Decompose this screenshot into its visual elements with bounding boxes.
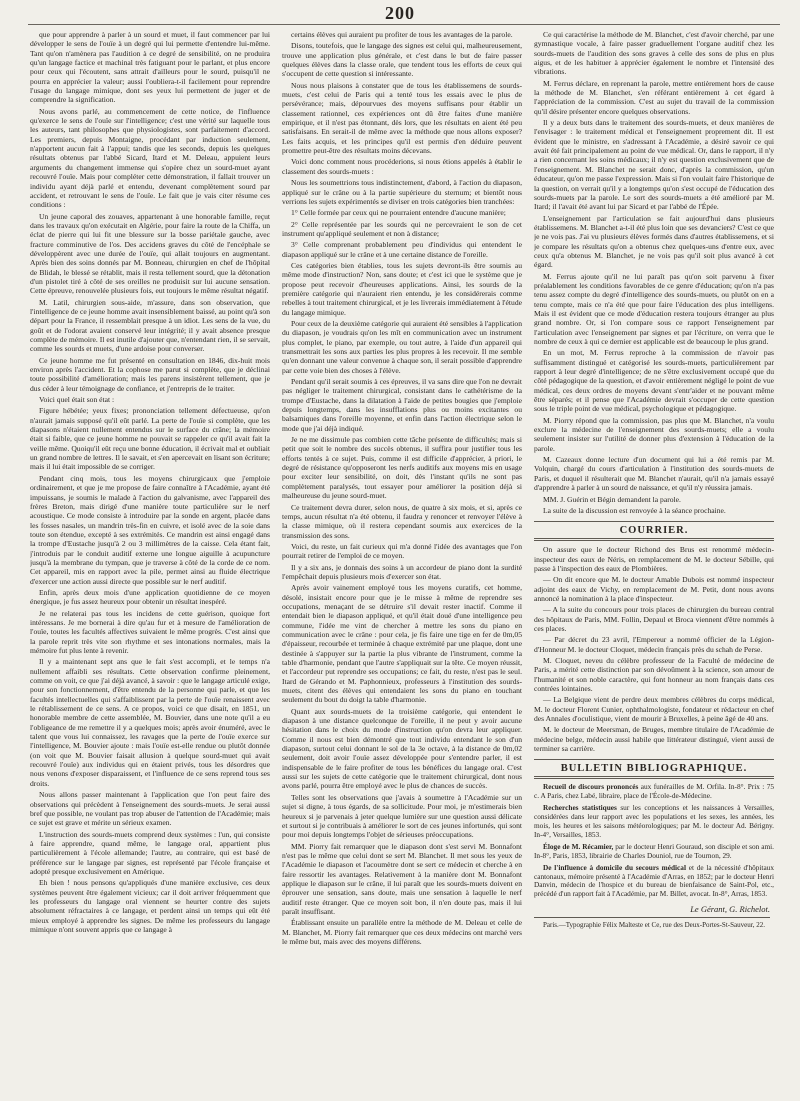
article-paragraph: Ces catégories bien établies, tous les sujets devront-ils être soumis au même mode d'instruction? Non, sans doute; et c'est ici que le système que je propose peut recevoir d'heureuses applications. Ainsi, les sourds de la première catégorie qui n'auraient rien entendu, je les considérerais comme rebelles à tout traitement chirurgical, et je les livrerais immédiatement à l'étude du langage mimique. xyxy=(282,260,522,317)
news-item: — Par décret du 23 avril, l'Empereur a nommé officier de la Légion-d'Honneur M. le docteur Cloquet, médecin français près du schah de Perse. xyxy=(534,635,774,654)
article-paragraph: Un jeune caporal des zouaves, appartenant à une honorable famille, reçut dans les travaux qu'on exécutait en Algérie, pour faire la route de la Chiffa, un éclat de pierre qui lui fit une blessure sur la bosse pariétale gauche, avec fracture comminutive de l'os. Des accidens graves du côté de l'encéphale se développèrent avec une durée de l'ouïe, qui allait toujours en augmentant. Après bien des soins donnés par M. Bonneau, chirurgien en chef de l'hôpital de Blidah, le blessé se rétablit, mais il resta tellement sourd, que la détonation d'un pistolet tiré à côté de ses oreilles ne produisit sur lui aucune sensation. Cette épreuve, renouvelée plusieurs fois, eut toujours le même résultat négatif. xyxy=(30,211,270,296)
article-paragraph: Ce qui caractérise la méthode de M. Blanchet, c'est d'avoir cherché, par une gymnastique vocale, à faire passer graduellement l'organe auditif chez les sourds-muets de l'audition des sons graves à celle des sons de plus en plus aigus, et de les habituer à apprécier également le nombre et l'intensité des vibrations. xyxy=(534,30,774,77)
bibliography-title: Recherches statistiques xyxy=(543,803,617,813)
article-columns xyxy=(30,30,782,1070)
article-paragraph: Établissant ensuite un parallèle entre la méthode de M. Deleau et celle de M. Blanchet, M. Piorry fait remarquer que ces deux médecins ont marché vers le même but, mais avec des moyens différens. xyxy=(282,918,522,946)
article-paragraph: Pendant cinq mois, tous les moyens chirurgicaux que j'emploie ordinairement, et que je me propose de faire connaître à l'Académie, ayant été impuissans, je soumis le malade à l'action du galvanisme, avec l'appareil des frères Breton, mais dirigé d'une manière toute particulière sur le nerf acoustique. Ce mode consiste à introduire par la sonde en argent, placée dans les fosses nasales, un mandrin très-fin en cuivre, et isolé avec de la soie dans toute son étendue, excepté à ses extrémités. Ce mandrin est ainsi engagé dans la trompe d'Eustache jusqu'à 2 ou 3 millimètres de la caisse. Cela étant fait, j'introduis par le conduit auditif externe une longue aiguille à acupuncture jusqu'à la membrane du tympan, que je traverse à côté de la corde de ce nom. Cet appareil, mis en rapport avec la pile, permet ainsi au fluide électrique d'exercer une action aussi directe que possible sur le nerf auditif. xyxy=(30,473,270,586)
news-item: — La Belgique vient de perdre deux membres célèbres du corps médical, M. le docteur Florent Cunier, ophthalmologiste, fondateur et rédacteur en chef des Annales d'oculistique, vient de mourir à Bruxelles, à peine âgé de 40 ans. xyxy=(534,695,774,724)
bibliography-details: et de la nécessité d'hôpitaux cantonaux, mémoire présenté à l'Académie d'Arras, en 1852; par le docteur Henri Danvin, médecin de l'hospice et du bureau de bienfaisance de Saint-Pol, etc., précédé d'un rapport fait à l'Académie, par M. Billet, avocat. In-8°, Arras, 1853. xyxy=(534,862,774,899)
article-paragraph: Quant aux sourds-muets de la troisième catégorie, qui entendent le diapason à une distance quelconque de l'oreille, il ne peut y avoir aucune hésitation dans le choix du mode d'instruction qu'on devra leur appliquer. Comme il nous est bien démontré que tout individu entendant le son d'un diapason, surtout celui donnant le sol de la 3e octave, à la distance de 0m,02 seulement, doit avoir l'ouïe assez développée pour s'entendre parler, il est indispensable de le faire profiter de tous les bénéfices du langage oral. C'est aussi sur les sujets de cette catégorie que le traitement chirurgical, dont nous avons parlé, pourra être employé avec le plus de chances de succès. xyxy=(282,706,522,791)
article-paragraph: Disons, toutefois, que le langage des signes est celui qui, malheureusement, trouve une application plus générale, et c'est dans le but de faire passer quelques élèves dans la classe orale, que tendent tous les efforts de ceux qui s'occupent de cette question si intéressante. xyxy=(282,41,522,79)
page-number: 200 xyxy=(385,3,415,23)
bibliography-entry xyxy=(534,843,774,861)
bibliography-section xyxy=(534,783,774,899)
bibliography-entry xyxy=(534,783,774,801)
article-paragraph: M. Ferrus ajoute qu'il ne lui paraît pas qu'on soit parvenu à fixer préalablement les conditions favorables de ce genre d'éducation; qu'on n'a pas tenu assez compte du degré d'intelligence des sourds-muets, ou plutôt on en a tenu compte, mais ce n'a été que pour faire l'éducation des plus intelligens. Mais il est évident que ce mode d'éducation restera toujours étranger au plus grand nombre. Or, si l'on compare sous ce rapport l'enseignement par l'articulation avec l'enseignement par signes et par l'écriture, on verra que le nombre de ceux à qui ce dernier est applicable est de beaucoup le plus grand. xyxy=(534,271,774,346)
article-paragraph: En un mot, M. Ferrus reproche à la commission de n'avoir pas suffisamment distingué et catégorisé les sourds-muets, particulièrement par rapport à leur degré d'intelligence; de ne s'être exclusivement occupé que du côté pédagogique de la question, et d'avoir entièrement négligé le point de vue médical, ces deux ordres de moyens devant s'entr'aider et ne pouvant même être séparés; et il pense que l'Académie devrait s'occuper de cette question sous le triple point de vue médical, psychologique et pédagogique. xyxy=(534,348,774,414)
gerant-signature: Le Gérant, G. Richelot. xyxy=(534,904,770,918)
column-middle xyxy=(282,30,522,1070)
article-paragraph: Nous les soumettrions tous indistinctement, d'abord, à l'action du diapason, appliqué sur le crâne ou à la partie supérieure du sternum; et bientôt nous verrions les sujets expérimentés se diviser en trois catégories bien tranchées: xyxy=(282,178,522,206)
bibliography-title: De l'influence à domicile du secours médical xyxy=(543,862,686,872)
article-paragraph: M. Cazeaux donne lecture d'un document qui lui a été remis par M. Volquin, chargé du cours d'articulation à l'institution des sourds-muets de Paris, et duquel il résulterait que M. Blanchet n'aurait, qu'il n'a jamais essayé d'apprendre à parler à un sourd de naissance, et qu'il n'y réussira jamais. xyxy=(534,455,774,493)
article-paragraph: Voici donc comment nous procéderions, si nous étions appelés à établir le classement des sourds-muets : xyxy=(282,157,522,176)
article-paragraph: Je ne me dissimule pas combien cette tâche présente de difficultés; mais si petit que soit le nombre des succès obtenus, il suffira pour justifier tous les efforts tentés à ce sujet. Puis, comme il est difficile d'apprécier, à priori, le degré de résistance qu'opposeront les nerfs auditifs aux moyens mis en usage pour exciter leur sensibilité, on doit, dès l'instant qu'ils ne sont pas complètement paralysés, tout essayer pour améliorer la position déjà si malheureuse du jeune sourd-muet. xyxy=(282,435,522,501)
article-paragraph: L'enseignement par l'articulation se fait aujourd'hui dans plusieurs établissemens. M. Blanchet a-t-il été plus loin que ses devanciers? C'est ce que je ne vois pas. J'ai vu plusieurs élèves formés dans d'autres établissemens, et si je compare les résultats qu'on a obtenus chez quelques-uns d'entre eux, avec ceux qu'a obtenus M. Blanchet, je ne vois pas qu'il soit plus avancé à cet égard. xyxy=(534,213,774,270)
bulletin-heading: BULLETIN BIBLIOGRAPHIQUE. xyxy=(534,759,774,779)
article-paragraph: Il y a maintenant sept ans que le fait s'est accompli, et le temps n'a nullement affaibli ses résultats. Cette observation confirme pleinement, comme on voit, ce que j'ai déjà avancé, à savoir : que le langage articulé exige, pour son fonctionnement, d'être entendu de la personne qui parle, et que les facultés intellectuelles qui s'affaiblissent par la perte de l'ouïe renaissent avec le rétablissement de ce sens. A ce propos, voici ce que disait, en 1851, un honorable membre de cette assemblée, M. Bouvier, dans une note qu'il a eu l'obligeance de me remettre il y a quelques mois; après avoir énuméré, avec le talent que vous lui connaissez, les ravages que la perte de l'ouïe exerce sur l'intelligence, M. Bouvier ajoute : mais l'ouïe est-elle rendue ou plutôt donnée (on voit que M. Bouvier faisait allusion à quelque sourd-muet qui avait recouvré l'ouïe) aux individus qui en étaient privés, tous les désordres que nous venons d'exposer disparaissent, et l'influence de ce sens reprend tous ses droits. xyxy=(30,657,270,788)
article-paragraph: M. Latil, chirurgien sous-aide, m'assure, dans son observation, que l'intelligence de ce jeune homme avait insensiblement baissé, au point qu'à son départ pour la France, il ressemblait presque à un idiot. Les sens de la vue, du goût et de l'odorat avaient conservé leur intégrité; il y avait absence presque complète de mémoire. Il est inutile d'ajouter que, n'entendant rien, il se servait, comme les sourds et muets, d'une ardoise pour converser. xyxy=(30,297,270,354)
article-paragraph: 2° Celle représentée par les sourds qui ne percevraient le son de cet instrument qu'appliqué seulement et non à distance; xyxy=(282,219,522,238)
article-paragraph: Enfin, après deux mois d'une application quotidienne de ce moyen énergique, je fus assez heureux pour obtenir un résultat inespéré. xyxy=(30,587,270,607)
article-paragraph: Nous allons passer maintenant à l'application que l'on peut faire des observations qui précèdent à l'enseignement des sourds-muets. Je serai aussi bref que possible, ne voulant pas trop abuser de l'attention de l'Académie; mais ce sujet est grave et mérite un sérieux examen. xyxy=(30,790,270,828)
column-right xyxy=(534,30,774,1070)
header-rule xyxy=(28,24,780,25)
article-paragraph: Nous avons parlé, au commencement de cette notice, de l'influence qu'exerce le sens de l'ouïe sur l'intelligence; c'est une vérité sur laquelle tous les auteurs, tant philosophes que physiologistes, sont parfaitement d'accord. Les premiers, depuis Montaigne, procédant par induction seulement, n'apportent aucun fait à l'appui; tandis que les seconds, depuis les quelques résultats obtenus par l'abbé Sicard, Itard et M. Deleau, appuient leurs arguments du changement immense qui s'opère chez un sourd-muet ayant recouvré l'ouïe. Mais pour compléter cette démonstration, il fallait trouver un individu ayant déjà parlé et entendu, devenant complètement sourd par accident, et retrouvant le sens de l'ouïe. Le fait que je vais citer résume ces conditions : xyxy=(30,106,270,210)
bibliography-title: Recueil de discours prononcés xyxy=(543,782,639,792)
bibliography-title: Éloge de M. Récamier, xyxy=(543,841,614,851)
article-paragraph: MM. J. Guérin et Bégin demandent la parole. xyxy=(543,494,681,504)
courrier-section xyxy=(534,545,774,753)
article-paragraph: Pendant qu'il serait soumis à ces épreuves, il va sans dire que l'on ne devrait pas négliger le traitement chirurgical, consistant dans le cathétérisme de la trompe d'Eustache, dans la dilatation à l'aide de petites bougies que j'emploie depuis longtemps, dans les insufflations plus ou moins excitantes ou balsamiques dans l'oreille moyenne, et enfin dans l'action électrique selon le mode que j'ai déjà indiqué. xyxy=(282,377,522,433)
article-paragraph: que pour apprendre à parler à un sourd et muet, il faut commencer par lui développer le sens de l'ouïe à un degré qui lui permette d'entendre lui-même. Tant qu'on n'amènera pas l'audition à ce degré de sensibilité, on ne produira qu'un langage factice et machinal très fatiguant pour le parlant, et plus encore pour ceux qui l'écoutent, sans attrait d'ailleurs pour le sourd, puisqu'il ne pourra en apprécier la valeur; aussi l'oubliera-t-il facilement pour reprendre l'usage du langage mimique, dont ses yeux lui permettent de juger et de comprendre la signification. xyxy=(30,30,270,105)
news-item: On assure que le docteur Richond des Brus est renommé médecin-inspecteur des eaux de Néris, en remplacement de M. le docteur Sébille, qui passe à l'inspection des eaux de Plombières. xyxy=(534,545,774,573)
article-paragraph: Figure hébétée; yeux fixes; prononciation tellement défectueuse, qu'on n'aurait jamais supposé qu'il eût parlé. La perte de l'ouïe si complète, que les diapasons n'étaient nullement entendus sur le surface du crâne; la mémoire était si faible, que ce jeune homme ne pouvait se rappeler ce qu'il avait fait la veille même. Quoiqu'il eût reçu une bonne éducation, il écrivait mal et oubliait un grand nombre de lettres. Il le savait, et s'en apercevait en lisant son écriture; mais il lui était impossible de se corriger. xyxy=(30,406,270,472)
bibliography-details: par le docteur Henri Gouraud, son disciple et son ami. In-8°, Paris, 1853, librairie de Charles Douniol, rue de Tournon, 29. xyxy=(534,841,774,860)
article-paragraph: MM. Piorry fait remarquer que le diapason dont s'est servi M. Bonnafont n'est pas le même que celui dont se sert M. Blanchet. Il met sous les yeux de l'Académie le diapason et l'acoumètre dont se sert ce médecin et cherche à en faire ressortir les avantages. Relativement à la manière dont M. Bonnafont applique le diapason sur le crâne, il lui paraît que les sourds-muets doivent en éprouver une sensation, sans doute, mais une sensation à laquelle le nerf auditif reste étranger. Que ce moyen soit bon, il n'en doute pas, mais il lui paraît insuffisant. xyxy=(282,841,522,916)
bibliography-entry xyxy=(534,864,774,900)
bibliography-details: aux funérailles de M. Orfila. In-8°. Prix : 75 c. A Paris, chez Labé, libraire, place de l'École-de-Médecine. xyxy=(534,782,774,801)
article-paragraph: L'instruction des sourds-muets comprend deux systèmes : l'un, qui consiste à faire apprendre, quand même, le langage oral, appartient plus particulièrement à l'école allemande; l'autre, au contraire, qui est basé de préférence sur le langage par signes, est représenté par l'école française et adopté presque exclusivement en Amérique. xyxy=(30,829,270,876)
printer-imprint: Paris.—Typographie Félix Malteste et Ce, rue des Deux-Portes-St-Sauveur, 22. xyxy=(542,921,766,930)
bibliography-entry xyxy=(534,804,774,840)
news-item: M. le docteur de Meersman, de Bruges, membre titulaire de l'Académie de médecine belge, médecin aussi habile que littérateur distingué, vient aussi de terminer sa carrière. xyxy=(534,725,774,754)
article-paragraph: Ce jeune homme me fut présenté en consultation en 1846, dix-huit mois environ après l'accident. Et la cophose me parut si complète, que je déclinai toute possibilité d'amélioration; mais les parens insistèrent tellement, que je dus céder à leur témoignage de confiance, et j'entrepris de le traiter. xyxy=(30,355,270,393)
news-item: — On dit encore que M. le docteur Amable Dubois est nommé inspecteur adjoint des eaux de Vichy, en remplacement de M. Petit, dont nous avons annoncé la nomination à la place d'inspecteur. xyxy=(534,575,774,603)
article-paragraph: Telles sont les observations que j'avais à soumettre à l'Académie sur un sujet si digne, à tous égards, de sa sollicitude. Pour moi, je m'estimerais bien heureux si je parvenais à jeter quelque lumière sur une question aussi délicate et surtout si je contribuais à améliorer le sort de ces jeunes infortunés, qui sont pour moi depuis longtemps l'objet de sérieuses préoccupations. xyxy=(282,792,522,840)
article-paragraph: Je ne relaterai pas tous les incidens de cette guérison, quoique fort intéressans. Je me bornerai à dire qu'au fur et à mesure de l'amélioration de l'ouïe, toutes les facultés affectives suivaient le même progrès. C'est ainsi que la parole reprit très vite son rhythme et ses intonations normales, mais la mémoire fut plus lente à revenir. xyxy=(30,608,270,655)
article-paragraph: La suite de la discussion est renvoyée à la séance prochaine. xyxy=(543,505,726,515)
article-paragraph: 1° Celle formée par ceux qui ne pourraient entendre d'aucune manière; xyxy=(291,208,506,218)
article-paragraph: M. Piorry répond que la commission, pas plus que M. Blanchet, n'a voulu exclure la médecine de l'enseignement des sourds-muets; elle a voulu seulement insister sur l'utilité de donner plus d'extension à l'éducation de la parole. xyxy=(534,415,774,453)
news-item: — A la suite du concours pour trois places de chirurgien du bureau central des hôpitaux de Paris, MM. Follin, Depaul et Broca viennent d'être nommés à ces places. xyxy=(534,605,774,633)
article-paragraph: Voici, du reste, un fait curieux qui m'a donné l'idée des avantages que l'on pourrait retirer de l'emploi de ce moyen. xyxy=(282,541,522,561)
article-paragraph: Il y a deux buts dans le traitement des sourds-muets, et deux manières de l'envisager : le traitement médical et l'enseignement proprement dit. Il est évident que le ministre, en s'adressant à l'Académie, a désiré savoir ce qui avait été fait principalement au point de vue médical. Or, dans le rapport, il n'y a rien concernant les soins médicaux; il n'y est question exclusivement que de l'enseignement. M. Blanchet ne serait donc, d'après la commission, qu'un éducateur, qu'on me passe l'expression. Mais si l'on voulait faire l'historique de la question, on verrait qu'il y a longtemps qu'on s'est occupé de l'éducation des sourds-muets par la parole. Le sort des sourds-muets a été amélioré par M. Itard; il l'avait été avant lui par Sicard et par l'abbé de l'Épée. xyxy=(534,118,774,212)
article-paragraph: Voici quel était son état : xyxy=(39,395,115,405)
article-paragraph: certains élèves qui auraient pu profiter de tous les avantages de la parole. xyxy=(291,30,513,39)
discussion-continuation xyxy=(534,30,774,515)
article-paragraph: Nous nous plaisons à constater que de tous les établissemens de sourds-muets, c'est celui de Paris qui a tenté tous les essais avec le plus de persévérance; mais, dépourvues des moyens suffisans pour établir un classement rationnel, ces expériences ont dû être faites d'une manière empirique, et il n'est pas étonnant, dès lors, que les résultats en aient été peu satisfaisans. En serait-il de même avec la méthode que nous allons exposer? Les faits acquis, et les principes qu'il est permis d'en déduire peuvent promettre peut-être des résultats moins décevans. xyxy=(282,80,522,156)
article-paragraph: Pour ceux de la deuxième catégorie qui auraient été sensibles à l'application du diapason, je voudrais qu'on les mît en communication avec un instrument plus complet, le piano, par exemple, ou tout autre, à l'aide d'un appareil qui transmettrait les sons aux parties les plus propres à les recevoir. Il me semble qu'en donnant une valeur convenue à chaque son, il serait possible d'apprendre par cette voie bien des choses à l'élève. xyxy=(282,318,522,375)
courrier-heading: COURRIER. xyxy=(534,521,774,541)
article-paragraph: Eh bien ! nous pensons qu'appliqués d'une manière exclusive, ces deux systèmes peuvent être également vicieux; car il doit arriver fréquemment que les professeurs du langage oral viennent se heurter contre des sujets absolument réfractaires à ce langage, et perdent ainsi un temps qui eût été mieux employé à apprendre les signes. De même les professeurs du langage mimique n'ont souvent appris que ce langage à xyxy=(30,878,270,934)
article-paragraph: Ce traitement devra durer, selon nous, de quatre à six mois, et si, après ce temps, aucun résultat n'a été obtenu, il faudra y renoncer et renvoyer l'élève à la classe mimique, où il restera cependant soumis aux exercices de la transmission des sons. xyxy=(282,502,522,540)
news-item: M. Cloquet, neveu du célèbre professeur de la Faculté de médecine de Paris, a mérité cette distinction par son dévoûment à la science, son amour de l'humanité et son noble caractère, qui font honneur au nom français dans ces contrées lointaines. xyxy=(534,655,774,693)
bibliography-details: sur les conceptions et les naissances à Versailles, considérées dans leur rapport avec les populations et les sexes, les années, les mois, les heures et les saisons météorologiques; par M. le docteur Ad. Bérigny. In-4°, Versailles, 1853. xyxy=(534,803,774,839)
article-paragraph: Après avoir vainement employé tous les moyens curatifs, cet homme, désolé, insistait encore pour que je le misse à même de reprendre ses occupations, menaçant de se détruire s'il devait rester inactif. Comme il entendait bien le diapason appliqué, et qu'il était doué d'une intelligence peu commune, l'idée me vint de chercher à mettre les sons du piano en communication avec le crâne : pour cela, je fis faire une tige en fer de 0m,05 d'épaisseur, recourbée et terminée à chaque extrémité par une plaque, dont une destinée à s'appuyer sur la partie la plus vibrante de l'instrument, comme la table d'harmonie, pendant que l'autre s'appliquait sur la tête. Ce moyen réussit, et l'accordeur put reprendre ses occupations; ce fait, du reste, n'est pas le seul. Itard de Gérando et M. Paphonnieux, professeurs à l'institution des sourds-muets, citent des élèves qui entendaient les sons du piano en touchant seulement du bout du doigt la table d'harmonie. xyxy=(282,583,522,705)
column-left xyxy=(30,30,270,1070)
article-paragraph: M. Ferrus déclare, en reprenant la parole, mettre entièrement hors de cause la méthode de M. Blanchet, s'en référant entièrement à cet égard à l'appréciation de la commission. C'est au sujet du travail de la commission qu'il désire présenter encore quelques observations. xyxy=(534,78,774,116)
article-paragraph: Il y a six ans, je donnais des soins à un accordeur de piano dont la surdité l'empêchait depuis plusieurs mois d'exercer son état. xyxy=(282,562,522,581)
article-paragraph: 3° Celle comprenant probablement peu d'individus qui entendent le diapason appliqué sur le crâne et à une certaine distance de l'oreille. xyxy=(282,240,522,259)
